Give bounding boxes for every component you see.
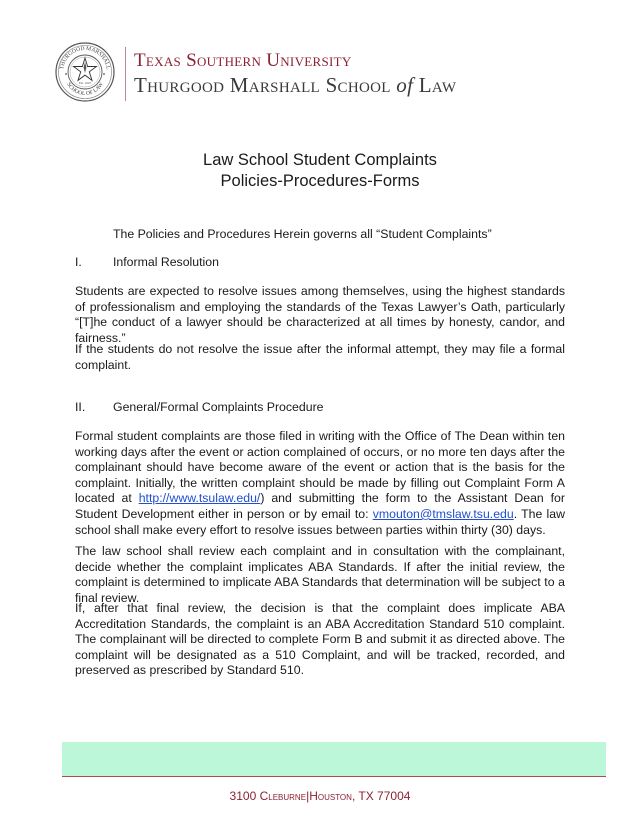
city: Houston (309, 789, 352, 803)
document-title-line-1: Law School Student Complaints (203, 151, 437, 169)
letterhead (0, 0, 640, 120)
section-number: I. (75, 255, 82, 269)
paragraph-formal-complaints-2: The law school shall review each complaint and in consultation with the complainant, decide whether the complaint implicates ABA Standards. If after the initial review, the complaint is determined to implicate ABA Standards that determination will be subject to a final review. (75, 544, 565, 605)
footer-address (0, 789, 640, 803)
school-seal-icon (55, 42, 115, 102)
section-heading-informal-resolution (75, 255, 565, 271)
school-name-prefix: Thurgood Marshall School (134, 73, 391, 97)
tsulaw-website-link[interactable]: http://www.tsulaw.edu/ (138, 491, 261, 506)
svg-text:SCHOOL OF LAW: SCHOOL OF LAW (65, 81, 105, 98)
paragraph-informal-resolution-1: Students are expected to resolve issues among themselves, using the highest standards of professionalism and employing the standards of the Texas Lawyer’s Oath, particularly “[T]he conduct of a lawyer should be characterized at all times by honesty, candor, and fairness.” (75, 284, 565, 345)
school-name-of: of (396, 73, 414, 97)
footer-highlight-band (62, 742, 606, 776)
paragraph-text: ) and submitting the form to the Assistant Dean for Student Development either in person or by email to: (75, 491, 565, 521)
university-name: Texas Southern University (134, 50, 352, 71)
svg-text:THURGOOD MARSHALL: THURGOOD MARSHALL (59, 45, 111, 70)
section-heading-formal-complaints (75, 400, 565, 416)
section-number: II. (75, 400, 86, 414)
svg-text:Est. 1947: Est. 1947 (78, 81, 92, 85)
address-separator: | (306, 789, 310, 803)
section-title: General/Formal Complaints Procedure (113, 400, 324, 414)
document-title-line-2: Policies-Procedures-Forms (220, 172, 420, 190)
street-number: 3100 (229, 789, 257, 803)
intro-statement: The Policies and Procedures Herein governs all “Student Complaints” (113, 227, 492, 241)
school-name-suffix: Law (418, 73, 457, 97)
paragraph-formal-complaints-1 (75, 429, 565, 538)
school-name (134, 74, 456, 96)
email-link[interactable]: vmouton@tmslaw.tsu.edu (372, 506, 514, 521)
state-zip: , TX 77004 (351, 789, 411, 803)
document-title (0, 150, 640, 192)
paragraph-formal-complaints-3: If, after that final review, the decision is that the complaint does implicate ABA Accreditation Standards, the complaint is an ABA Accreditation Standard 510 complaint. The complainant will be directed to complete Form B and submit it as directed above. The complaint will be designated as a 510 Complaint, and will be tracked, recorded, and preserved as prescribed by Standard 510. (75, 601, 565, 678)
paragraph-text: . The law school shall make every effort to resolve issues between parties within thirty (30) days. (75, 506, 565, 537)
section-title: Informal Resolution (113, 255, 219, 269)
street-name: Cleburne (259, 789, 307, 803)
letterhead-divider (125, 47, 126, 101)
paragraph-informal-resolution-2: If the students do not resolve the issue after the informal attempt, they may file a formal complaint. (75, 342, 565, 372)
paragraph-text: Formal student complaints are those filed in writing with the Office of The Dean within ten working days after the event or action complained of occurs, or no more ten days after the complainant should have become aware of the event or action that is the basis for the complaint. Initially, the written complaint should be made by filling out Complaint Form A located at (75, 429, 565, 506)
footer-rule (62, 776, 606, 777)
